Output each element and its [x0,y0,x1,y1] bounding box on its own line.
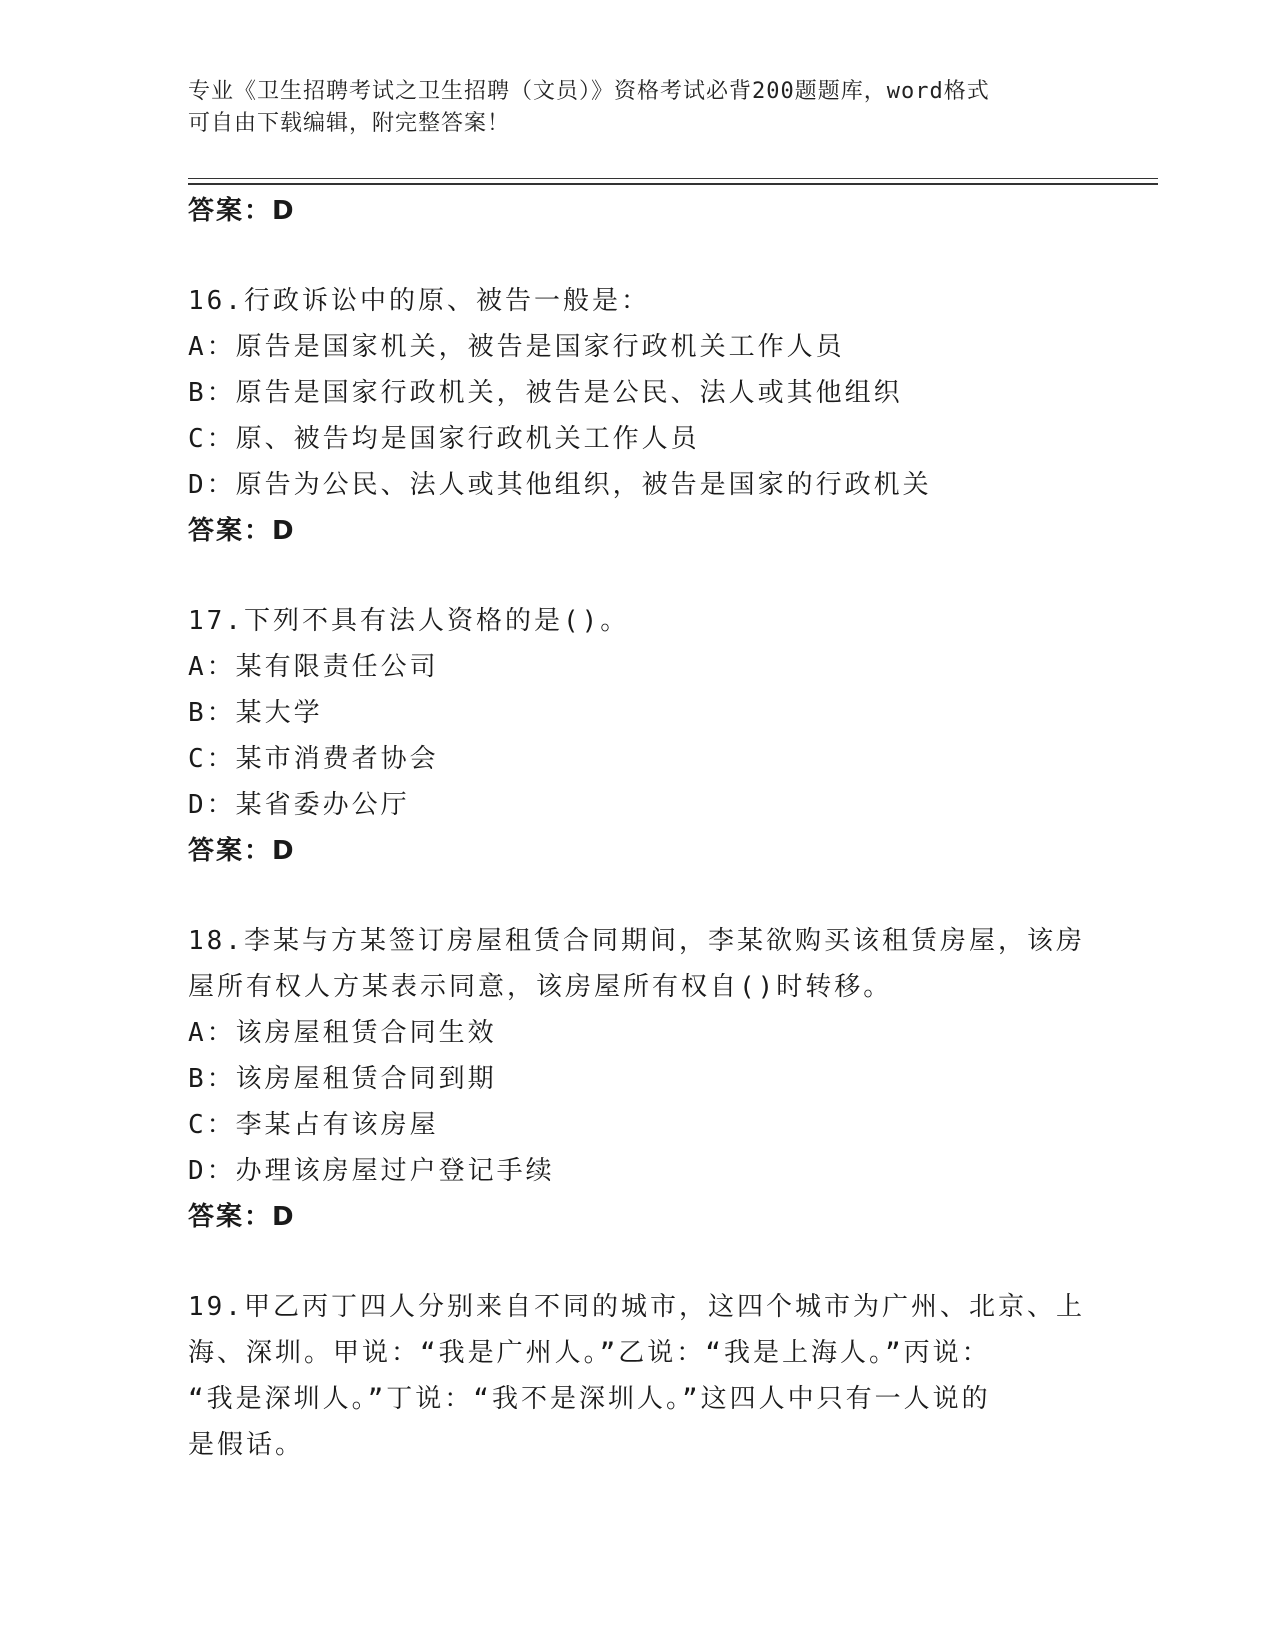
answer-line: 答案：D [188,836,296,866]
option-b: B：原告是国家行政机关，被告是公民、法人或其他组织 [188,378,903,408]
document-header [188,76,1088,140]
question-block-17 [188,598,1088,874]
question-block-16 [188,278,1088,554]
question-stem-line-1: 18.李某与方某签订房屋租赁合同期间，李某欲购买该租赁房屋，该房 [188,926,1085,956]
spacer [188,554,1088,598]
question-stem: 16.行政诉讼中的原、被告一般是： [188,286,650,316]
question-stem-line-4: 是假话。 [188,1430,305,1460]
question-stem-line-2: 海、深圳。甲说：“我是广州人。”乙说：“我是上海人。”丙说： [188,1338,991,1368]
header-rule-thick [188,183,1158,185]
option-c: C：李某占有该房屋 [188,1110,439,1140]
spacer [188,234,1088,278]
option-d: D：办理该房屋过户登记手续 [188,1156,555,1186]
header-line-1: 专业《卫生招聘考试之卫生招聘（文员）》资格考试必背200题题库，word格式 [188,79,990,104]
question-stem-line-2: 屋所有权人方某表示同意，该房屋所有权自()时转移。 [188,972,893,1002]
header-rule-thin [188,178,1158,179]
question-stem-line-3: “我是深圳人。”丁说：“我不是深圳人。”这四人中只有一人说的 [188,1384,991,1414]
document-body [188,188,1088,1468]
option-a: A：该房屋租赁合同生效 [188,1018,497,1048]
option-d: D：某省委办公厅 [188,790,410,820]
option-d: D：原告为公民、法人或其他组织，被告是国家的行政机关 [188,470,932,500]
question-stem-line-1: 19.甲乙丙丁四人分别来自不同的城市，这四个城市为广州、北京、上 [188,1292,1085,1322]
question-block-18 [188,918,1088,1240]
header-line-2: 可自由下载编辑，附完整答案！ [188,111,511,136]
option-b: B：某大学 [188,698,323,728]
option-c: C：某市消费者协会 [188,744,439,774]
answer-line: 答案：D [188,196,296,226]
option-b: B：该房屋租赁合同到期 [188,1064,497,1094]
option-a: A：某有限责任公司 [188,652,439,682]
spacer [188,1240,1088,1284]
answer-line: 答案：D [188,516,296,546]
spacer [188,874,1088,918]
option-a: A：原告是国家机关，被告是国家行政机关工作人员 [188,332,845,362]
option-c: C：原、被告均是国家行政机关工作人员 [188,424,700,454]
question-stem: 17.下列不具有法人资格的是()。 [188,606,630,636]
question-block-19 [188,1284,1088,1468]
answer-line: 答案：D [188,1202,296,1232]
